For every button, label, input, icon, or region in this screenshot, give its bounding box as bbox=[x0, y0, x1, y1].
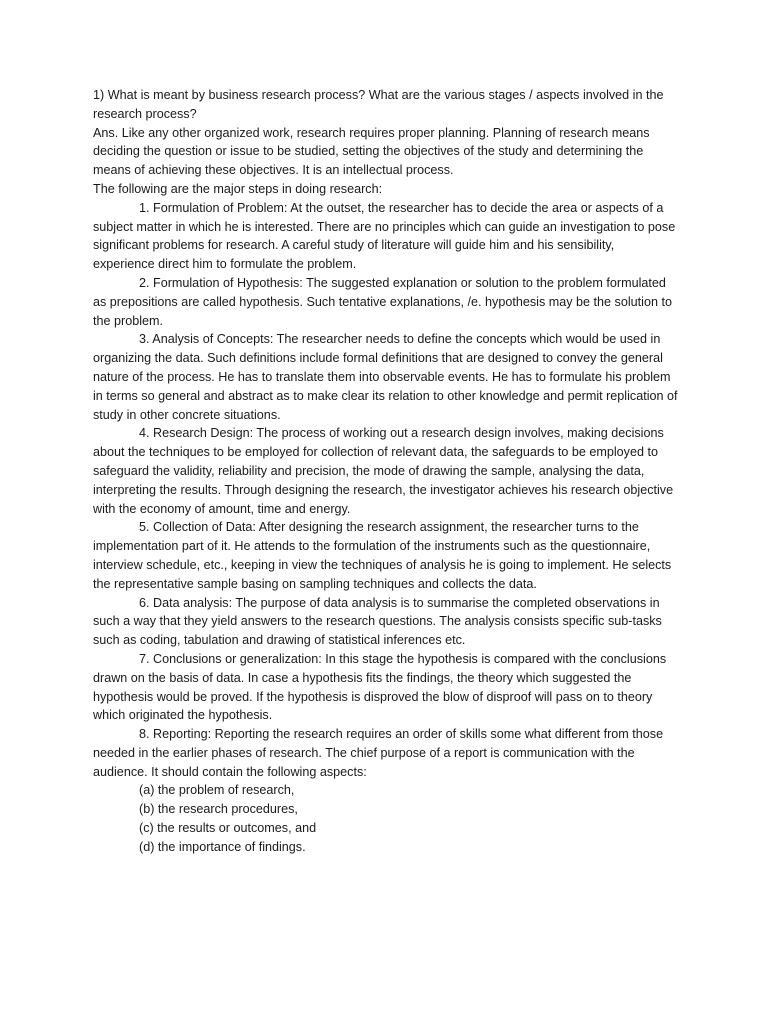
report-aspect-a: (a) the problem of research, bbox=[139, 783, 295, 798]
step-2: 2. Formulation of Hypothesis: The suggested explanation or solution to the problem formulated as prepositions are called hypothesis. Such tentative explanations, /e. hypothesis may be the solution to the problem. bbox=[93, 275, 672, 328]
step-3: 3. Analysis of Concepts: The researcher needs to define the concepts which would be used in organizing the data. Such definitions include formal definitions that are designed to convey the general nature of the process. He has to translate them into observable events. He has to formulate his problem in terms so general and abstract as to make clear its relation to other knowledge and permit replication of study in other concrete situations. bbox=[93, 332, 678, 422]
report-aspect-c: (c) the results or outcomes, and bbox=[139, 821, 317, 836]
report-aspect-b: (b) the research procedures, bbox=[139, 802, 298, 817]
report-aspect-d: (d) the importance of findings. bbox=[139, 839, 306, 854]
steps-intro: The following are the major steps in doing research: bbox=[93, 181, 383, 196]
step-7: 7. Conclusions or generalization: In this stage the hypothesis is compared with the conclusions drawn on the basis of data. In case a hypothesis fits the findings, the theory which suggested the hypothesis would be proved. If the hypothesis is disproved the blow of disproof will pass on to theory which originated the hypothesis. bbox=[93, 651, 667, 723]
step-8: 8. Reporting: Reporting the research requires an order of skills some what different from those needed in the earlier phases of research. The chief purpose of a report is communication with the audience. It should contain the following aspects: bbox=[93, 727, 664, 779]
step-6: 6. Data analysis: The purpose of data analysis is to summarise the completed observations in such a way that they yield answers to the research questions. The analysis consists specific sub-tasks such as coding, tabulation and drawing of statistical inferences etc. bbox=[93, 595, 662, 648]
step-5: 5. Collection of Data: After designing the research assignment, the researcher turns to the implementation part of it. He attends to the formulation of the instruments such as the questionnaire, interview schedule, etc., keeping in view the techniques of analysis he is going to implement. He selects the representative sample basing on sampling techniques and collects the data. bbox=[93, 520, 672, 591]
step-1: 1. Formulation of Problem: At the outset, the researcher has to decide the area or aspects of a subject matter in which he is interested. There are no principles which can guide an investigation to pose significant problems for research. A careful study of literature will guide him and his sensibility, experience direct him to formulate the problem. bbox=[93, 200, 676, 272]
question-text: 1) What is meant by business research process? What are the various stages / aspects involved in the research process? bbox=[93, 88, 664, 121]
step-4: 4. Research Design: The process of working out a research design involves, making decisions about the techniques to be employed for collection of relevant data, the safeguards to be employed to safeguard the validity, reliability and precision, the mode of drawing the sample, analysing the data, interpreting the results. Through designing the research, the investigator achieves his research objective with the economy of amount, time and energy. bbox=[93, 426, 674, 516]
document-body bbox=[93, 86, 678, 857]
answer-intro: Ans. Like any other organized work, research requires proper planning. Planning of research means deciding the question or issue to be studied, setting the objectives of the study and determining the means of achieving these objectives. It is an intellectual process. bbox=[93, 125, 650, 178]
